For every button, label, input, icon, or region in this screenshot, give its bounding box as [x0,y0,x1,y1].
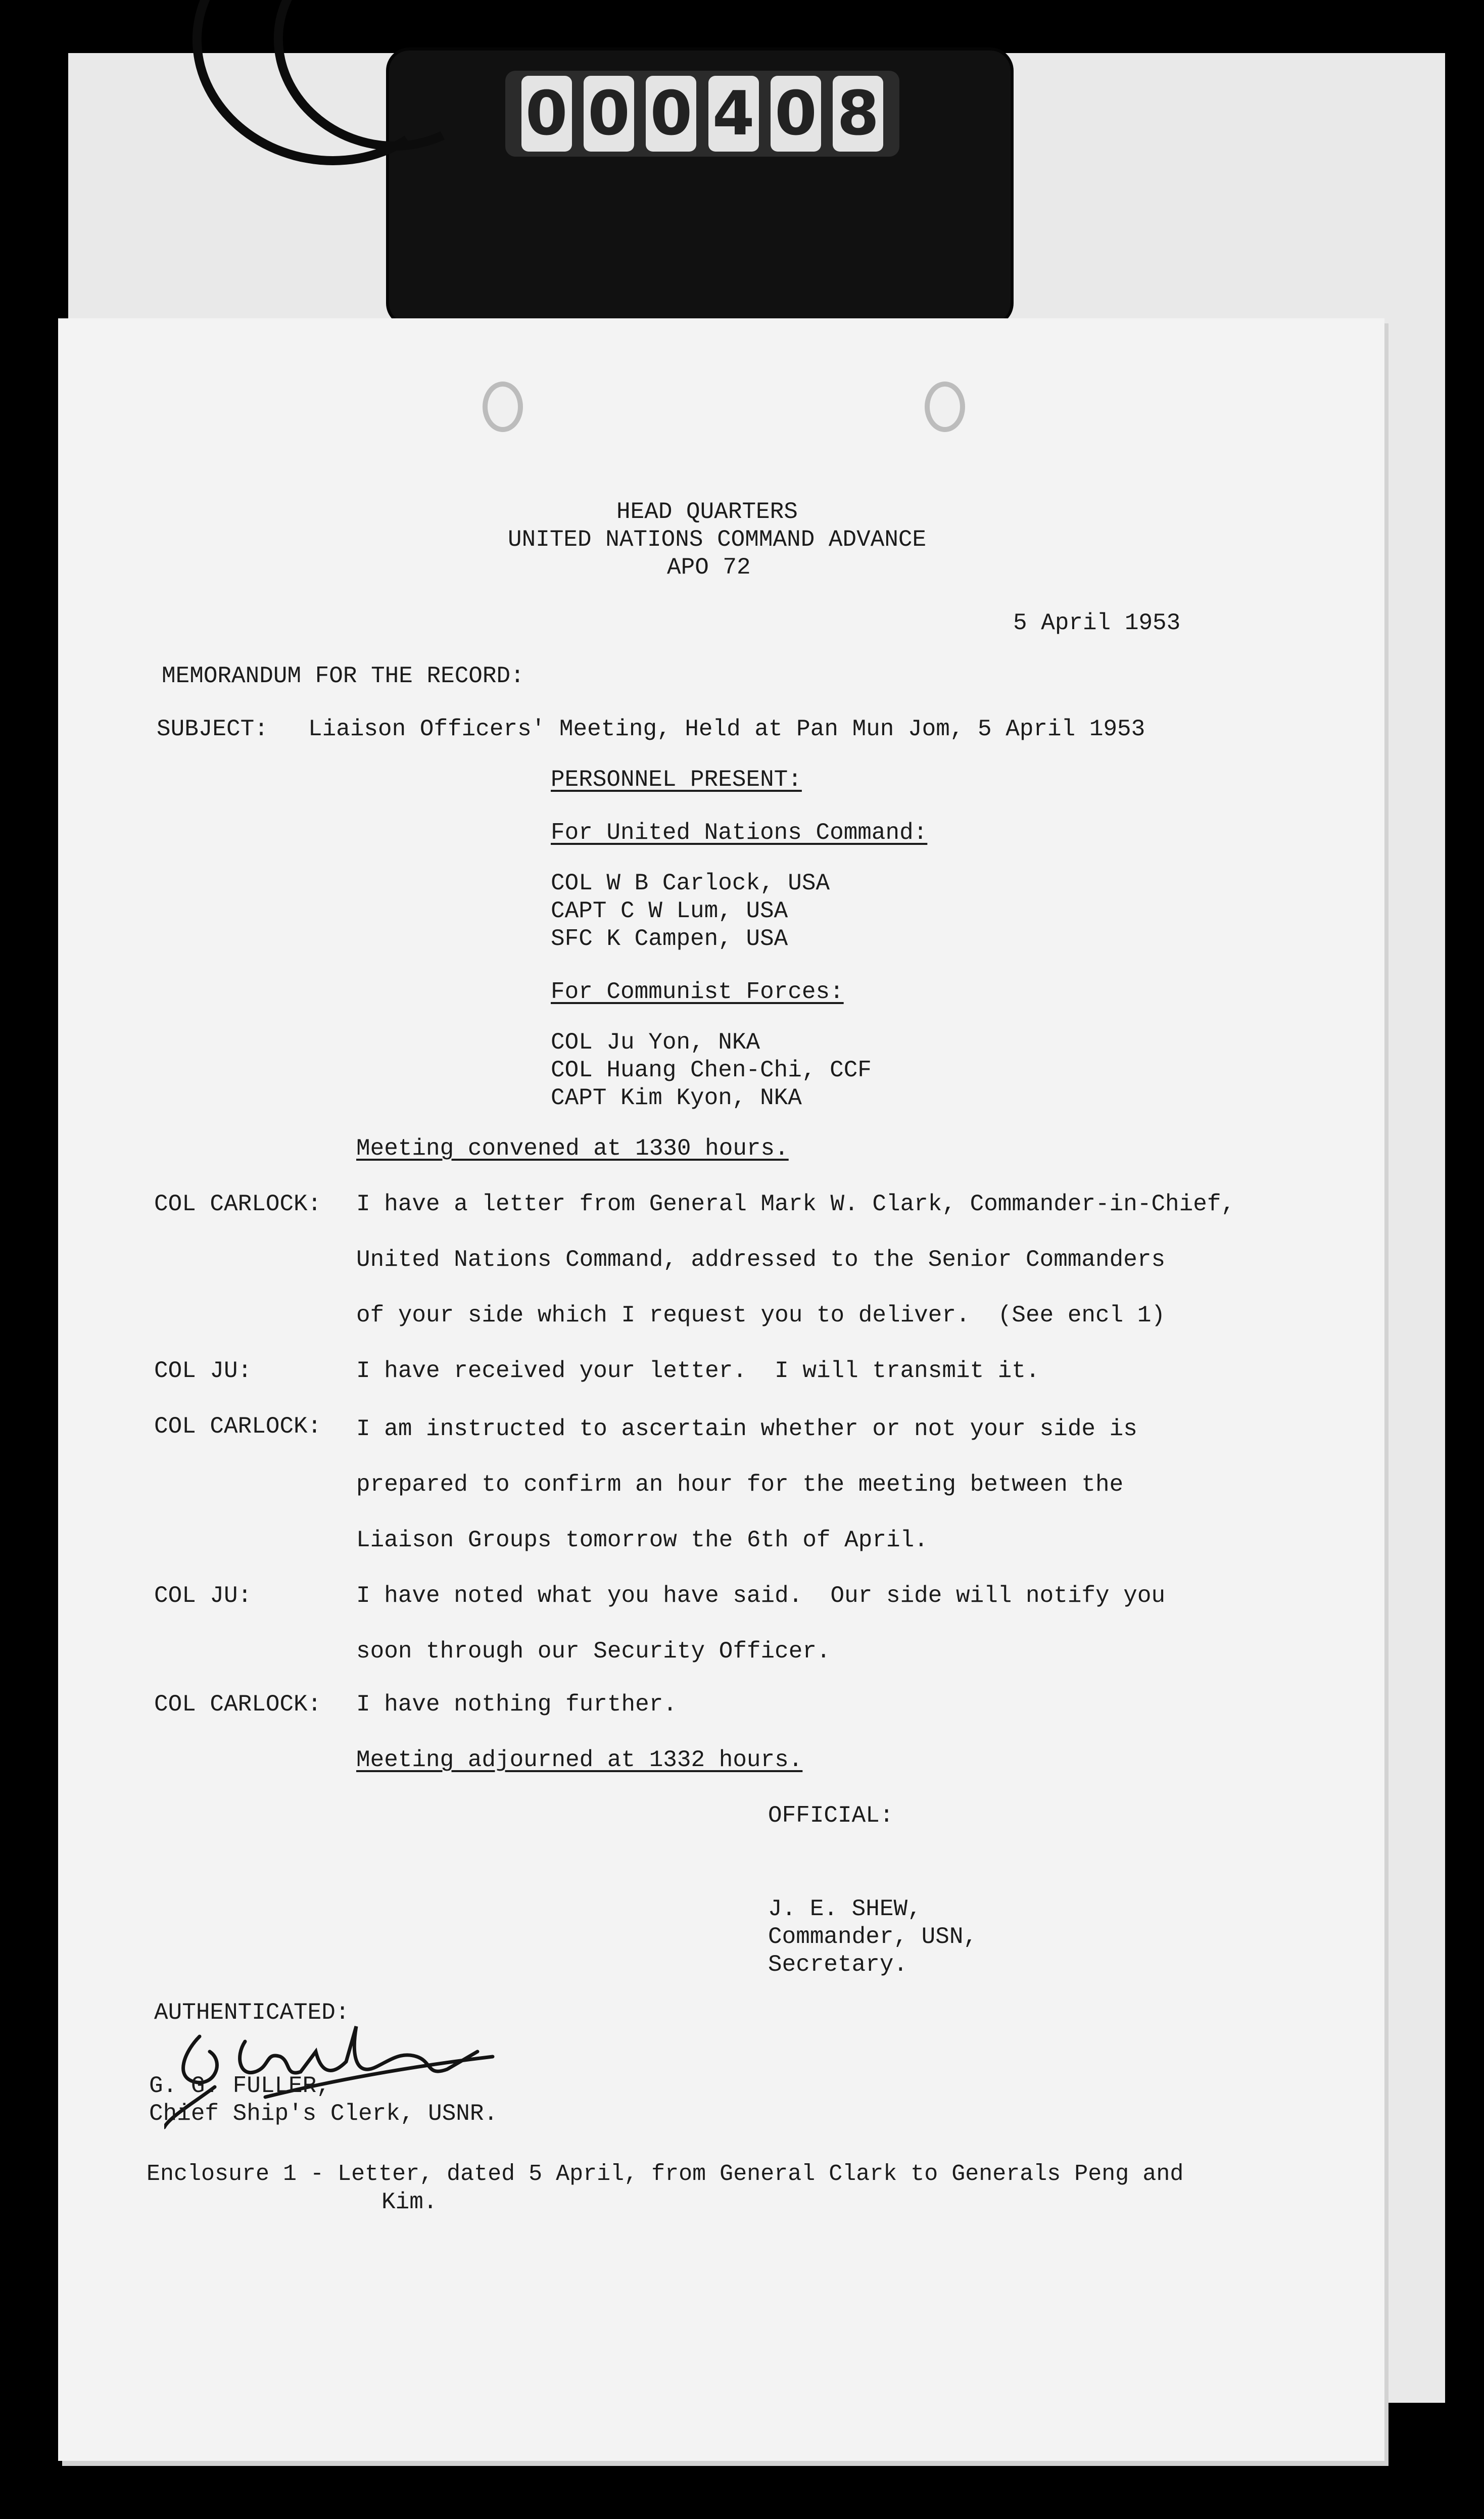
authenticated-name: G. G. FULLER, [149,2073,330,2099]
memo-title: MEMORANDUM FOR THE RECORD: [162,663,524,689]
authenticated-label: AUTHENTICATED: [154,2000,350,2026]
dialogue-line: I have noted what you have said. Our side will notify you [356,1583,1166,1609]
dialogue-line: soon through our Security Officer. [356,1638,831,1665]
official-name: J. E. SHEW, [768,1896,922,1922]
dialogue-line: prepared to confirm an hour for the meeting between the [356,1471,1124,1498]
speaker-label: COL JU: [154,1358,252,1384]
counter-digit: 0 [521,76,572,152]
personnel-heading: PERSONNEL PRESENT: [551,767,802,793]
speaker-label: COL CARLOCK: [154,1191,322,1217]
counter-digit: 0 [646,76,696,152]
authenticated-title: Chief Ship's Clerk, USNR. [149,2101,498,2127]
counter-digit: 0 [584,76,634,152]
punch-hole [925,382,965,432]
counter-digit: 0 [771,76,821,152]
dialogue-line: United Nations Command, addressed to the Senior Commanders [356,1247,1166,1273]
frame-counter-window [505,71,899,157]
un-member: SFC K Campen, USA [551,926,788,952]
subject-text: Liaison Officers' Meeting, Held at Pan Mun Jom, 5 April 1953 [308,716,1145,742]
header-line-2: UNITED NATIONS COMMAND ADVANCE [508,527,927,553]
enclosure-line-1: Enclosure 1 - Letter, dated 5 April, from General Clark to Generals Peng and [147,2161,1184,2187]
counter-digit: 4 [708,76,759,152]
dialogue-line: I have nothing further. [356,1691,677,1718]
communist-member: CAPT Kim Kyon, NKA [551,1085,802,1111]
punch-hole [483,382,523,432]
header-line-1: HEAD QUARTERS [616,499,798,525]
communist-member: COL Ju Yon, NKA [551,1029,760,1056]
speaker-label: COL CARLOCK: [154,1413,322,1440]
communist-member: COL Huang Chen-Chi, CCF [551,1057,872,1083]
official-title: Secretary. [768,1952,908,1978]
communist-heading: For Communist Forces: [551,979,844,1005]
enclosure-line-2: Kim. [381,2189,438,2215]
speaker-label: COL JU: [154,1583,252,1609]
dialogue-line: I have received your letter. I will transmit it. [356,1358,1040,1384]
dialogue-line: I have a letter from General Mark W. Clark, Commander-in-Chief, [356,1191,1235,1217]
meeting-adjourned: Meeting adjourned at 1332 hours. [356,1747,803,1773]
dialogue-line: I am instructed to ascertain whether or not your side is [356,1416,1137,1442]
meeting-convened: Meeting convened at 1330 hours. [356,1135,789,1162]
dialogue-line: of your side which I request you to deliver. (See encl 1) [356,1302,1166,1328]
un-member: CAPT C W Lum, USA [551,898,788,924]
memo-date: 5 April 1953 [1013,610,1181,636]
un-member: COL W B Carlock, USA [551,870,830,896]
counter-digit: 8 [833,76,883,152]
speaker-label: COL CARLOCK: [154,1691,322,1718]
official-rank: Commander, USN, [768,1924,978,1950]
memo-page [58,318,1384,2461]
dialogue-line: Liaison Groups tomorrow the 6th of April. [356,1527,928,1553]
header-line-3: APO 72 [667,554,751,581]
official-label: OFFICIAL: [768,1802,894,1829]
un-heading: For United Nations Command: [551,820,928,846]
subject-label: SUBJECT: [157,716,268,742]
